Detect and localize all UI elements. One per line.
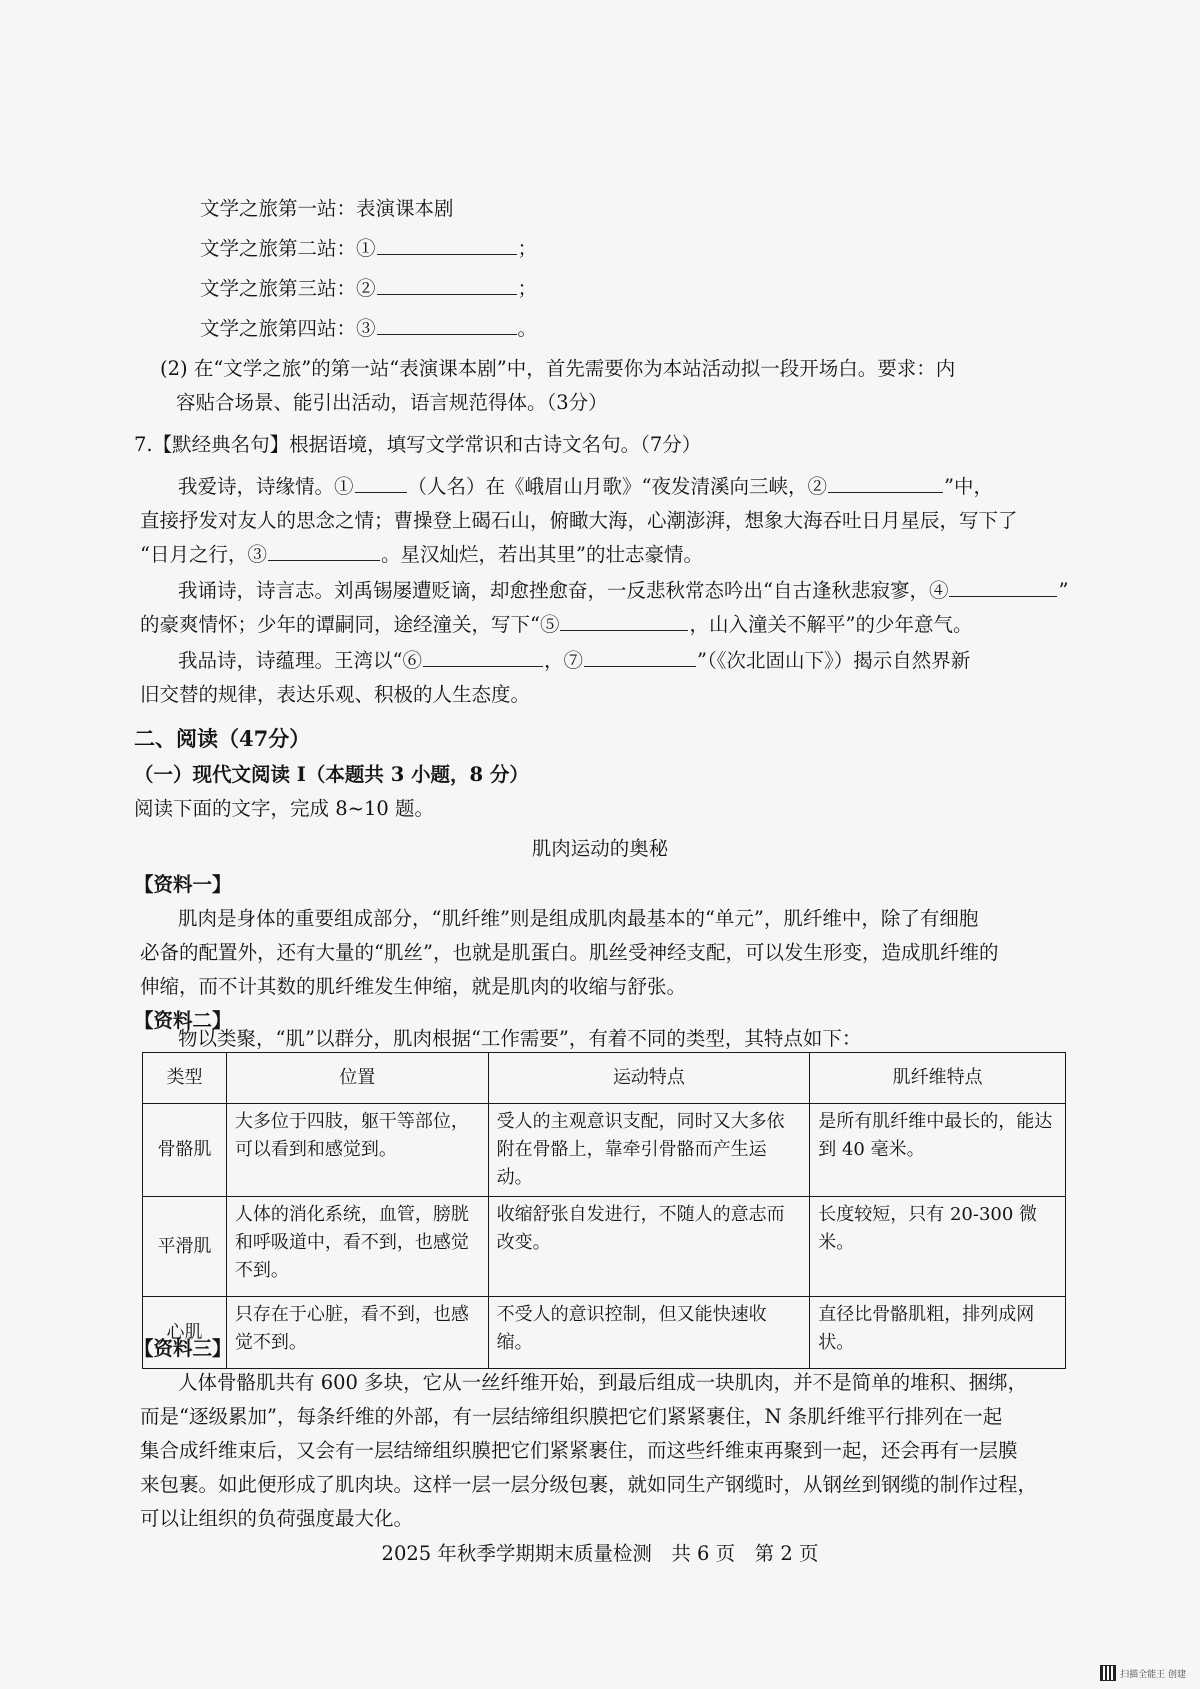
- q7-p3-line-1: 我品诗，诗蕴理。王湾以“⑥ ，⑦ ”（《次北固山下》）揭示自然界新: [178, 649, 971, 672]
- journey-station-3: 文学之旅第三站：② ；: [200, 277, 538, 300]
- answer-blank-7[interactable]: [584, 648, 696, 667]
- answer-blank-5[interactable]: [560, 612, 688, 631]
- table-cell: 长度较短，只有 20-300 微米。: [810, 1197, 1066, 1297]
- q7-p1-line-1: 我爱诗，诗缘情。① （人名）在《峨眉山月歌》“夜发清溪向三峡，② ”中，: [178, 475, 993, 498]
- table-cell-type: 平滑肌: [143, 1197, 227, 1297]
- journey-station-4: 文学之旅第四站：③ 。: [200, 317, 538, 340]
- watermark-text: 扫描全能王 创建: [1120, 1669, 1186, 1680]
- answer-blank-3[interactable]: [268, 542, 380, 561]
- table-cell: 只存在于心脏，看不到，也感觉不到。: [226, 1297, 488, 1369]
- material-1-line-2: 必备的配置外，还有大量的“肌丝”，也就是肌蛋白。肌丝受神经支配，可以发生形变，造成肌纤维的: [140, 941, 999, 964]
- reading-instruction: 阅读下面的文字，完成 8~10 题。: [134, 797, 434, 820]
- q7-p2-line-2: 的豪爽情怀；少年的谭嗣同，途经潼关，写下“⑤ ，山入潼关不解平”的少年意气。: [140, 613, 973, 636]
- material-3-line-5: 可以让组织的负荷强度最大化。: [140, 1507, 414, 1530]
- q7-p2-line-1: 我诵诗，诗言志。刘禹锡屡遭贬谪，却愈挫愈奋，一反悲秋常态吟出“自古逢秋悲寂寥，④ ”: [178, 579, 1069, 602]
- material-2-intro-text: 物以类聚，“肌”以群分，肌肉根据“工作需要”，有着不同的类型，其特点如下：: [178, 1027, 862, 1050]
- table-cell: 人体的消化系统，血管，膀胱和呼吸道中，看不到，也感觉不到。: [226, 1197, 488, 1297]
- table-cell: 直径比骨骼肌粗，排列成网状。: [810, 1297, 1066, 1369]
- material-2-label: 【资料二】: [134, 1009, 232, 1032]
- table-header-cell: 肌纤维特点: [810, 1053, 1066, 1104]
- qr-code-icon: [1100, 1665, 1116, 1681]
- material-3-line-2: 而是“逐级累加”，每条纤维的外部，有一层结缔组织膜把它们紧紧裹住，N 条肌纤维平行排列在一起: [140, 1405, 1003, 1428]
- table-cell-type: 骨骼肌: [143, 1104, 227, 1197]
- section-heading-reading: 二、阅读（47分）: [134, 726, 311, 751]
- material-3-line-3: 集合成纤维束后，又会有一层结缔组织膜把它们紧紧裹住，而这些纤维束再聚到一起，还会再有一层膜: [140, 1439, 1018, 1462]
- table-header-row: [143, 1053, 1066, 1104]
- answer-blank[interactable]: [377, 316, 517, 335]
- answer-blank-2[interactable]: [828, 474, 943, 493]
- table-header-cell: 位置: [226, 1053, 488, 1104]
- subsection-heading: （一）现代文阅读 I（本题共 3 小题，8 分）: [134, 763, 529, 786]
- table-row: [143, 1297, 1066, 1369]
- page-footer: 2025 年秋季学期期末质量检测 共 6 页 第 2 页: [381, 1542, 819, 1565]
- answer-blank[interactable]: [377, 236, 517, 255]
- material-3-line-1: 人体骨骼肌共有 600 多块，它从一丝纤维开始，到最后组成一块肌肉，并不是简单的堆积、捆绑，: [178, 1371, 1028, 1394]
- table-header-cell: 类型: [143, 1053, 227, 1104]
- table-row: [143, 1104, 1066, 1197]
- answer-blank-4[interactable]: [949, 578, 1057, 597]
- answer-blank-1[interactable]: [355, 474, 407, 493]
- muscle-types-table: [142, 1052, 1066, 1369]
- material-3-label: 【资料三】: [134, 1337, 232, 1360]
- table-cell: 受人的主观意识支配，同时又大多依附在骨骼上，靠牵引骨骼而产生运动。: [488, 1104, 810, 1197]
- journey-station-2: 文学之旅第二站：① ；: [200, 237, 538, 260]
- q6-2-line-2: 容贴合场景、能引出活动，语言规范得体。（3分）: [176, 391, 608, 414]
- q6-2-line-1: (2) 在“文学之旅”的第一站“表演课本剧”中，首先需要你为本站活动拟一段开场白。要求：内: [160, 357, 956, 380]
- table-row: [143, 1197, 1066, 1297]
- q7-p1-line-3: “日月之行，③ 。星汉灿烂，若出其里”的壮志豪情。: [140, 543, 703, 566]
- material-1-line-1: 肌肉是身体的重要组成部分，“肌纤维”则是组成肌肉最基本的“单元”，肌纤维中，除了有细胞: [178, 907, 979, 930]
- q7-p3-line-2: 旧交替的规律，表达乐观、积极的人生态度。: [140, 683, 531, 706]
- article-title: 肌肉运动的奥秘: [531, 837, 669, 860]
- q7-title: 7.【默经典名句】根据语境，填写文学常识和古诗文名句。（7分）: [134, 433, 702, 456]
- journey-station-1: 文学之旅第一站：表演课本剧: [200, 197, 454, 220]
- answer-blank[interactable]: [377, 276, 517, 295]
- material-1-line-3: 伸缩，而不计其数的肌纤维发生伸缩，就是肌肉的收缩与舒张。: [140, 975, 687, 998]
- table-cell-type: 心肌: [143, 1297, 227, 1369]
- table-header-cell: 运动特点: [488, 1053, 810, 1104]
- table-cell: 大多位于四肢，躯干等部位，可以看到和感觉到。: [226, 1104, 488, 1197]
- table-cell: 是所有肌纤维中最长的，能达到 40 毫米。: [810, 1104, 1066, 1197]
- answer-blank-6[interactable]: [423, 648, 543, 667]
- material-3-line-4: 来包裹。如此便形成了肌肉块。这样一层一层分级包裹，就如同生产钢缆时，从钢丝到钢缆的制作过程，: [140, 1473, 1038, 1496]
- table-cell: 收缩舒张自发进行，不随人的意志而改变。: [488, 1197, 810, 1297]
- material-1-label: 【资料一】: [134, 873, 232, 896]
- table-cell: 不受人的意识控制，但又能快速收缩。: [488, 1297, 810, 1369]
- q7-p1-line-2: 直接抒发对友人的思念之情；曹操登上碣石山，俯瞰大海，心潮澎湃，想象大海吞吐日月星辰，写下了: [140, 509, 1018, 532]
- scanner-watermark: [1100, 1665, 1186, 1681]
